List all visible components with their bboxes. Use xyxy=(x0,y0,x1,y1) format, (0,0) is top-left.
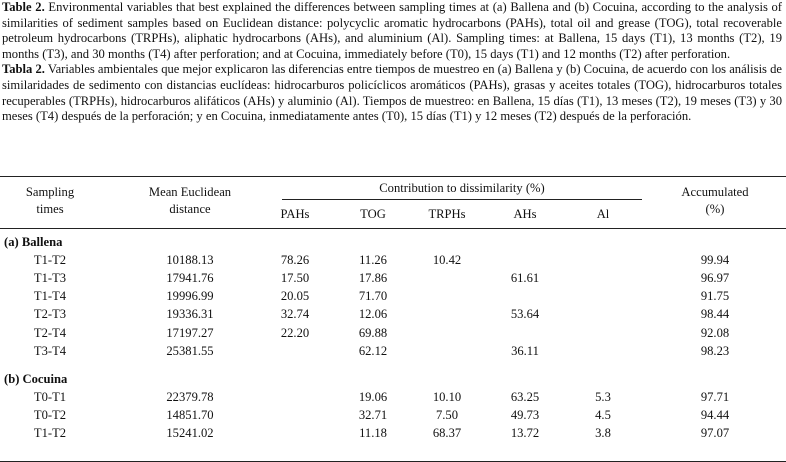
cell-tog: 62.12 xyxy=(358,343,388,358)
cell-tog: 17.86 xyxy=(358,271,388,286)
contribution-rule xyxy=(282,199,642,200)
cell-mean-distance: 10188.13 xyxy=(166,253,214,268)
cell-sampling-time: T2-T3 xyxy=(33,307,67,322)
header-accumulated-line1: Accumulated xyxy=(681,185,749,199)
cell-tog: 69.88 xyxy=(358,325,388,340)
cell-ahs: 13.72 xyxy=(510,426,540,440)
cell-tog: 19.06 xyxy=(358,389,388,404)
cell-pahs: 17.50 xyxy=(280,271,310,286)
cell-mean-distance: 19996.99 xyxy=(166,289,214,304)
cell-mean-distance: 25381.55 xyxy=(166,343,214,358)
cell-sampling-time: T1-T3 xyxy=(33,271,67,286)
cell-pahs: 20.05 xyxy=(280,289,310,304)
header-trphs: TRPHs xyxy=(428,207,466,221)
header-contribution: Contribution to dissimilarity (%) xyxy=(379,181,545,195)
header-pahs: PAHs xyxy=(280,207,310,221)
cell-trphs: 10.10 xyxy=(432,389,462,404)
cell-mean-distance: 22379.78 xyxy=(166,389,214,404)
cell-tog: 32.71 xyxy=(358,407,388,422)
header-sampling-line1: Sampling xyxy=(25,185,75,199)
caption-spanish-label: Tabla 2. xyxy=(2,62,45,77)
header-bottom-rule xyxy=(0,228,786,229)
cell-accumulated: 98.44 xyxy=(700,307,730,322)
cell-trphs: 68.37 xyxy=(432,426,462,440)
caption-spanish xyxy=(2,62,782,124)
cell-mean-distance: 19336.31 xyxy=(166,307,214,322)
cell-sampling-time: T1-T2 xyxy=(33,253,67,268)
cell-sampling-time: T3-T4 xyxy=(33,343,67,358)
cell-tog: 11.26 xyxy=(359,253,387,268)
caption-english-text: Environmental variables that best explained the differences between sampling times at (a) Ballena and (b) Cocuina, according to the analysis of similarities of sediment samples based on Euclidean distance: polycyclic aromatic hydrocarbons (PAHs), total oil and grease (TOG), total recoverable petroleum hydrocarbons (TRPHs), aliphatic hydrocarbons (AHs), and aluminium (Al). Sampling times: at Ballena, 15 days (T1), 13 months (T2), 19 months (T3), and 30 months (T4) after perforation; and at Cocuina, immediately before (T0), 15 days (T1) and 12 months (T2) after perforation. xyxy=(2,0,782,61)
header-distance-line2: distance xyxy=(169,202,211,216)
section-title: (b) Cocuina xyxy=(4,371,68,386)
header-accumulated-line2: (%) xyxy=(705,202,725,216)
cell-sampling-time: T0-T1 xyxy=(33,389,67,404)
cell-ahs: 36.11 xyxy=(511,343,539,358)
header-sampling-line2: times xyxy=(36,202,64,216)
cell-mean-distance: 14851.70 xyxy=(166,407,214,422)
section-title: (a) Ballena xyxy=(4,235,63,249)
cell-accumulated: 97.71 xyxy=(700,389,730,404)
cell-accumulated: 92.08 xyxy=(700,325,730,340)
cell-pahs: 78.26 xyxy=(280,253,310,268)
cell-pahs: 22.20 xyxy=(280,325,310,340)
cell-sampling-time: T1-T4 xyxy=(33,289,67,304)
cell-accumulated: 97.07 xyxy=(700,426,730,440)
cell-tog: 11.18 xyxy=(359,426,387,440)
cell-pahs: 32.74 xyxy=(280,307,310,322)
cell-mean-distance: 17197.27 xyxy=(166,325,214,340)
cell-al: 3.8 xyxy=(595,426,611,440)
cell-mean-distance: 17941.76 xyxy=(166,271,214,286)
cell-ahs: 49.73 xyxy=(510,407,540,422)
header-distance-line1: Mean Euclidean xyxy=(148,185,232,199)
cell-mean-distance: 15241.02 xyxy=(166,426,214,440)
table-top-rule xyxy=(0,176,786,177)
cell-tog: 71.70 xyxy=(358,289,388,304)
cell-sampling-time: T0-T2 xyxy=(33,407,67,422)
cell-accumulated: 99.94 xyxy=(700,253,730,268)
cell-accumulated: 91.75 xyxy=(700,289,730,304)
cell-tog: 12.06 xyxy=(358,307,388,322)
header-tog: TOG xyxy=(360,207,386,221)
cell-ahs: 61.61 xyxy=(510,271,540,286)
header-ahs: AHs xyxy=(513,207,537,221)
cell-accumulated: 98.23 xyxy=(700,343,730,358)
caption-english-label: Table 2. xyxy=(2,0,45,14)
cell-ahs: 53.64 xyxy=(510,307,540,322)
cell-trphs: 10.42 xyxy=(432,253,462,268)
caption-spanish-text: Variables ambientales que mejor explicaron las diferencias entre tiempos de muestreo en (a) Ballena y (b) Cocuina, de acuerdo con los análisis de similaridades de sedimento con distancias euclídeas: hidrocarburos policíclicos aromáticos (PAHs), grasas y aceites totales (TOG), hidrocarburos totales recuperables (TRPHs), hidrocarburos alifáticos (AHs) y aluminio (Al). Tiempos de muestreo: en Ballena, 15 días (T1), 13 meses (T2), 19 meses (T3) y 30 meses (T4) después de la perforación; y en Cocuina, inmediatamente antes (T0), 15 días (T1) y 12 meses (T2) después de la perforación. xyxy=(2,62,783,124)
cell-al: 5.3 xyxy=(595,389,611,404)
cell-al: 4.5 xyxy=(595,407,611,422)
cell-accumulated: 96.97 xyxy=(700,271,730,286)
cell-sampling-time: T2-T4 xyxy=(33,325,67,340)
header-al: Al xyxy=(596,207,610,221)
cell-ahs: 63.25 xyxy=(510,389,540,404)
cell-trphs: 7.50 xyxy=(435,407,459,422)
table-caption xyxy=(2,0,782,125)
caption-english xyxy=(2,0,782,62)
cell-accumulated: 94.44 xyxy=(700,407,730,422)
cell-sampling-time: T1-T2 xyxy=(33,426,67,440)
